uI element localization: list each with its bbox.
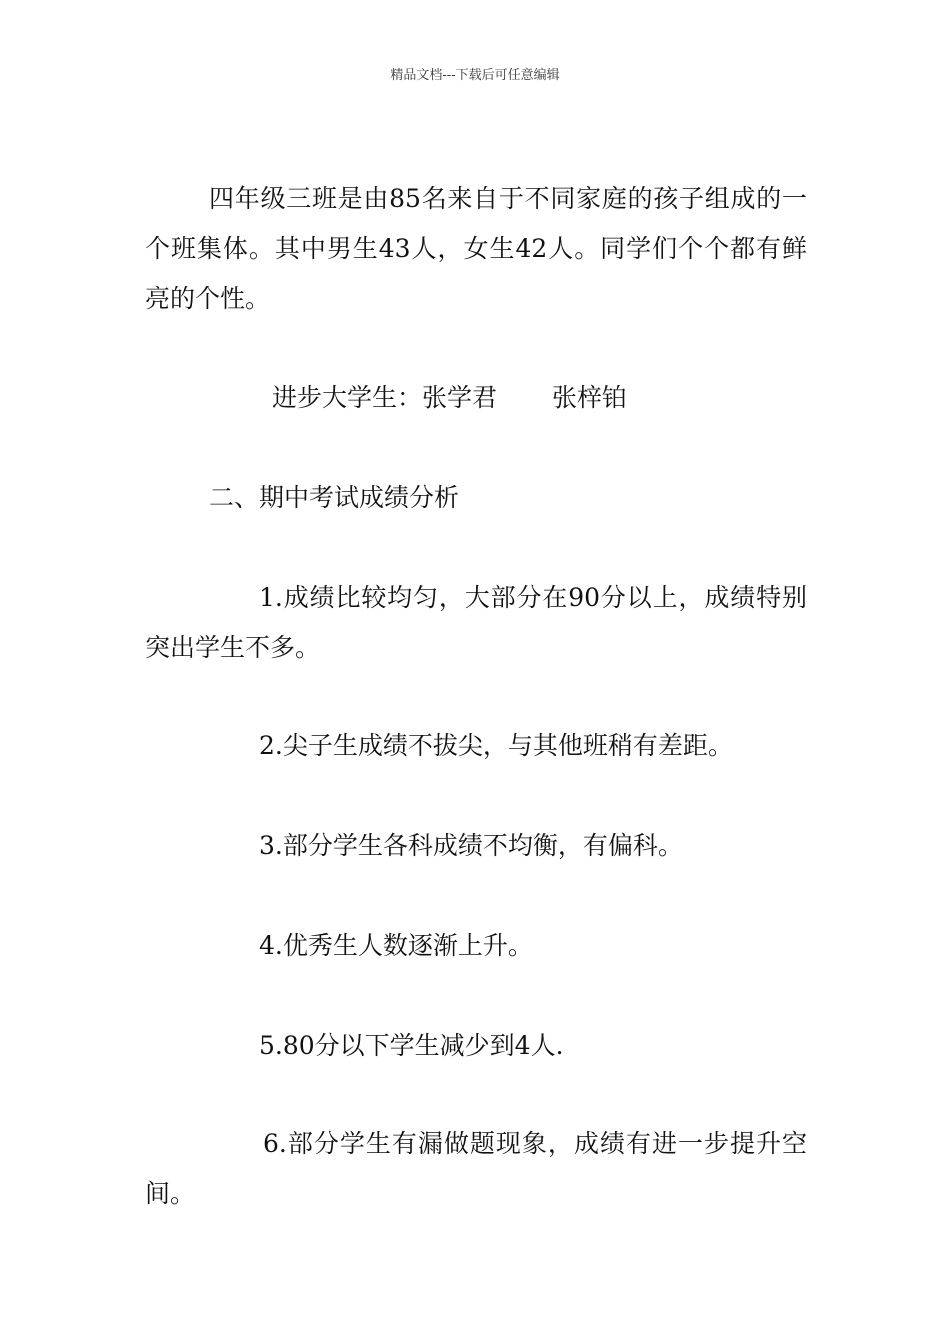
analysis-item-2: 2.尖子生成绩不拔尖，与其他班稍有差距。 (259, 731, 733, 760)
progress-students-line (272, 373, 627, 423)
progress-students-label: 进步大学生： (272, 383, 423, 412)
analysis-item-4: 4.优秀生人数逐渐上升。 (259, 931, 533, 960)
section-heading: 二、期中考试成绩分析 (209, 483, 460, 512)
progress-student-name: 张梓铂 (552, 383, 628, 412)
analysis-item-3: 3.部分学生各科成绩不均衡，有偏科。 (259, 831, 683, 860)
analysis-item-1: 1.成绩比较均匀，大部分在90分以上，成绩特别突出学生不多。 (145, 583, 807, 662)
page-header: 精品文档---下载后可任意编辑 (390, 68, 560, 83)
analysis-item-5: 5.80分以下学生减少到4人. (259, 1031, 564, 1060)
intro-paragraph: 四年级三班是由85名来自于不同家庭的孩子组成的一个班集体。其中男生43人，女生42人。同学们个个都有鲜亮的个性。 (145, 184, 807, 313)
progress-student-name: 张学君 (422, 383, 498, 412)
analysis-item-6: 6.部分学生有漏做题现象，成绩有进一步提升空间。 (145, 1129, 807, 1208)
